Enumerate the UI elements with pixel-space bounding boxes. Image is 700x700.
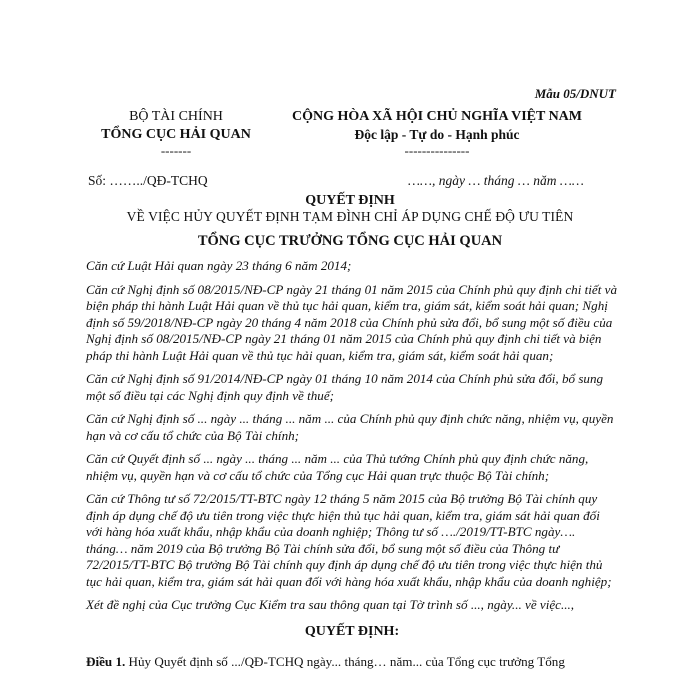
form-code: Mẫu 05/DNUT bbox=[534, 86, 616, 101]
article-1-text: Hủy Quyết định số .../QĐ-TCHQ ngày... tháng… năm... của Tổng cục trưởng Tổng bbox=[125, 654, 565, 669]
document-body bbox=[86, 258, 618, 678]
legal-basis-2: Căn cứ Nghị định số 08/2015/NĐ-CP ngày 21 tháng 01 năm 2015 của Chính phủ quy định chi tiết và biện pháp thi hành Luật Hải quan về thủ tục hải quan, kiểm tra, giám sát, kiểm soát hải quan; Nghị định số 59/2018/NĐ-CP ngày 20 tháng 4 năm 2018 của Chính phủ sửa đổi, bổ sung một số điều của Nghị định số 08/2015/NĐ-CP ngày 21 tháng 01 năm 2015 của Chính phủ quy định chi tiết và biện pháp thi hành Luật Hải quan về thủ tục hải quan, kiểm tra, giám sát, kiểm soát hải quan; bbox=[86, 281, 617, 363]
department-name: TỔNG CỤC HẢI QUAN bbox=[101, 127, 251, 142]
proposal-basis: Xét đề nghị của Cục trưởng Cục Kiểm tra sau thông quan tại Tờ trình số ..., ngày... về việc..., bbox=[86, 597, 575, 612]
legal-basis-5: Căn cứ Quyết định số ... ngày ... tháng ... năm ... của Thủ tướng Chính phủ quy định chức năng, nhiệm vụ, quyền hạn và cơ cấu tổ chức của Tổng cục Hải quan trực thuộc Bộ Tài chính; bbox=[86, 451, 589, 483]
ministry-name: BỘ TÀI CHÍNH bbox=[129, 109, 223, 124]
decision-heading: QUYẾT ĐỊNH: bbox=[304, 623, 400, 639]
national-motto: Độc lập - Tự do - Hạnh phúc bbox=[354, 127, 520, 142]
right-divider: --------------- bbox=[404, 143, 470, 158]
national-heading-block bbox=[282, 108, 592, 158]
legal-basis-3: Căn cứ Nghị định số 91/2014/NĐ-CP ngày 01 tháng 10 năm 2014 của Chính phủ sửa đổi, bổ sung một số điều tại các Nghị định quy định về thuế; bbox=[86, 371, 604, 403]
legal-basis-6: Căn cứ Thông tư số 72/2015/TT-BTC ngày 12 tháng 5 năm 2015 của Bộ trưởng Bộ Tài chính quy định áp dụng chế độ ưu tiên trong việc thực hiện thủ tục hải quan, kiểm tra, giám sát hải quan đối với hàng hóa xuất khẩu, nhập khẩu của doanh nghiệp; Thông tư số …./2019/TT-BTC ngày…. tháng… năm 2019 của Bộ trưởng Bộ Tài chính sửa đổi, bổ sung một số điều của Thông tư 72/2015/TT-BTC Bộ trưởng Bộ Tài chính quy định áp dụng chế độ ưu tiên trong việc thực hiện thủ tục hải quan, kiểm tra, giám sát hải quan đối với hàng hóa xuất khẩu, nhập khẩu của doanh nghiệp; bbox=[86, 491, 612, 589]
document-number: Số: ……../QĐ-TCHQ bbox=[88, 173, 208, 188]
issuing-agency-block bbox=[86, 108, 266, 158]
place-date: ……, ngày … tháng … năm …… bbox=[408, 173, 584, 188]
legal-basis-4: Căn cứ Nghị định số ... ngày ... tháng ... năm ... của Chính phủ quy định chức năng, nhiệm vụ, quyền hạn và cơ cấu tổ chức của Bộ Tài chính; bbox=[86, 411, 614, 443]
left-divider: ------- bbox=[160, 143, 192, 158]
issuer-title: TỔNG CỤC TRƯỞNG TỔNG CỤC HẢI QUAN bbox=[197, 233, 503, 249]
article-1 bbox=[86, 654, 618, 671]
document-title: QUYẾT ĐỊNH bbox=[305, 193, 395, 208]
article-1-label: Điều 1. bbox=[86, 654, 126, 669]
document-subject: VỀ VIỆC HỦY QUYẾT ĐỊNH TẠM ĐÌNH CHỈ ÁP DỤNG CHẾ ĐỘ ƯU TIÊN bbox=[126, 209, 574, 224]
legal-basis-1: Căn cứ Luật Hải quan ngày 23 tháng 6 năm 2014; bbox=[86, 258, 352, 273]
nation-name: CỘNG HÒA XÃ HỘI CHỦ NGHĨA VIỆT NAM bbox=[291, 109, 582, 124]
